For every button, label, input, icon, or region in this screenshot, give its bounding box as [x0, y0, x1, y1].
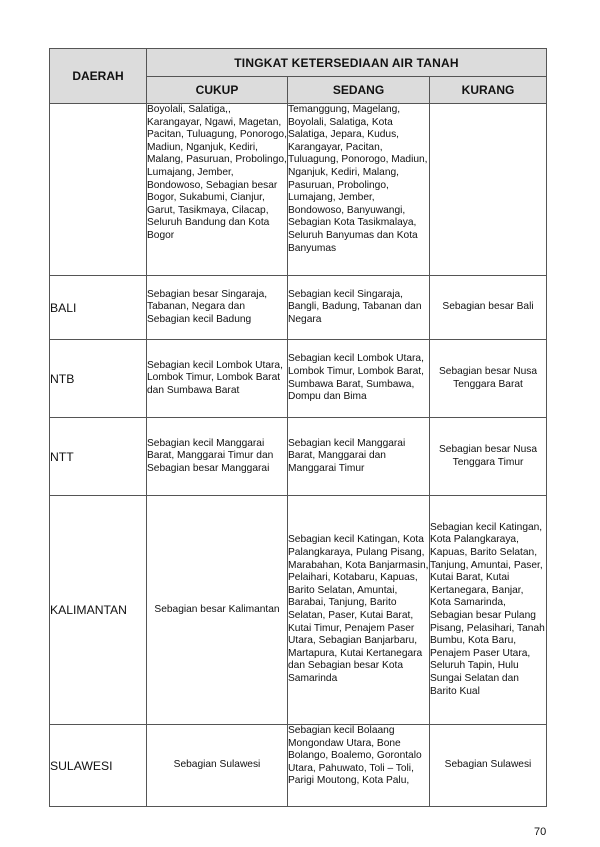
region-cell: BALI: [50, 276, 147, 340]
sedang-cell: Sebagian kecil Manggarai Barat, Manggarai dan Manggarai Timur: [288, 418, 430, 496]
table-row: [50, 496, 547, 725]
region-cell: NTT: [50, 418, 147, 496]
cukup-cell: Sebagian Sulawesi: [147, 725, 288, 807]
header-cukup: CUKUP: [147, 77, 288, 104]
sedang-cell: Temanggung, Magelang, Boyolali, Salatiga, Kota Salatiga, Jepara, Kudus, Karangayar, Pacitan, Tuluagung, Ponorogo, Madiun, Nganjuk, Kediri, Malang, Pasuruan, Probolingo, Lumajang, Jember, Bondowoso, Banyuwangi, Sebagian Kota Tasikmalaya, Seluruh Banyumas dan Kota Banyumas: [288, 104, 430, 276]
kurang-cell: Sebagian besar Nusa Tenggara Barat: [430, 340, 547, 418]
table-row: [50, 418, 547, 496]
cukup-cell: Boyolali, Salatiga,, Karangayar, Ngawi, Magetan, Pacitan, Tuluagung, Ponorogo, Madiun, Nganjuk, Kediri, Malang, Pasuruan, Probolingo, Lumajang, Jember, Bondowoso, Sebagian besar Bogor, Sukabumi, Cianjur, Garut, Tasikmaya, Cilacap, Seluruh Bandung dan Kota Bogor: [147, 104, 288, 276]
page-number: 70: [534, 826, 547, 838]
sedang-cell: Sebagian kecil Bolaang Mongondaw Utara, Bone Bolango, Boalemo, Gorontalo Utara, Pahuwato, Toli – Toli, Parigi Moutong, Kota Palu,: [288, 725, 430, 807]
table-row: [50, 725, 547, 807]
header-region: DAERAH: [50, 49, 147, 104]
cukup-cell: Sebagian kecil Lombok Utara, Lombok Timur, Lombok Barat dan Sumbawa Barat: [147, 340, 288, 418]
header-row-top: [50, 49, 547, 77]
groundwater-availability-table: [49, 48, 547, 807]
cukup-cell: Sebagian kecil Manggarai Barat, Manggarai Timur dan Sebagian besar Manggarai: [147, 418, 288, 496]
sedang-cell: Sebagian kecil Katingan, Kota Palangkaraya, Pulang Pisang, Marabahan, Kota Banjarmasin, Pelaihari, Kotabaru, Kapuas, Barito Selatan, Amuntai, Barabai, Tanjung, Barito Selatan, Paser, Kutai Barat, Kutai Timur, Penajem Paser Utara, Sebagian Banjarbaru, Martapura, Kutai Kertanegara dan Sebagian besar Kota Samarinda: [288, 496, 430, 725]
kurang-cell: Sebagian besar Nusa Tenggara Timur: [430, 418, 547, 496]
region-cell: SULAWESI: [50, 725, 147, 807]
cukup-cell: Sebagian besar Singaraja, Tabanan, Negara dan Sebagian kecil Badung: [147, 276, 288, 340]
kurang-cell: Sebagian Sulawesi: [430, 725, 547, 807]
header-sedang: SEDANG: [288, 77, 430, 104]
region-cell: [50, 104, 147, 276]
kurang-cell: Sebagian besar Bali: [430, 276, 547, 340]
table-row: [50, 104, 547, 276]
sedang-cell: Sebagian kecil Singaraja, Bangli, Badung, Tabanan dan Negara: [288, 276, 430, 340]
region-cell: KALIMANTAN: [50, 496, 147, 725]
header-kurang: KURANG: [430, 77, 547, 104]
region-cell: NTB: [50, 340, 147, 418]
kurang-cell: Sebagian kecil Katingan, Kota Palangkaraya, Kapuas, Barito Selatan, Tanjung, Amuntai, Paser, Kutai Barat, Kutai Kertanegara, Banjar, Kota Samarinda, Sebagian besar Pulang Pisang, Pelasihari, Tanah Bumbu, Kota Baru, Penajem Paser Utara, Seluruh Tapin, Hulu Sungai Selatan dan Barito Kual: [430, 496, 547, 725]
header-availability-group: TINGKAT KETERSEDIAAN AIR TANAH: [147, 49, 547, 77]
table-row: [50, 340, 547, 418]
kurang-cell: [430, 104, 547, 276]
table-row: [50, 276, 547, 340]
cukup-cell: Sebagian besar Kalimantan: [147, 496, 288, 725]
sedang-cell: Sebagian kecil Lombok Utara, Lombok Timur, Lombok Barat, Sumbawa Barat, Sumbawa, Dompu dan Bima: [288, 340, 430, 418]
